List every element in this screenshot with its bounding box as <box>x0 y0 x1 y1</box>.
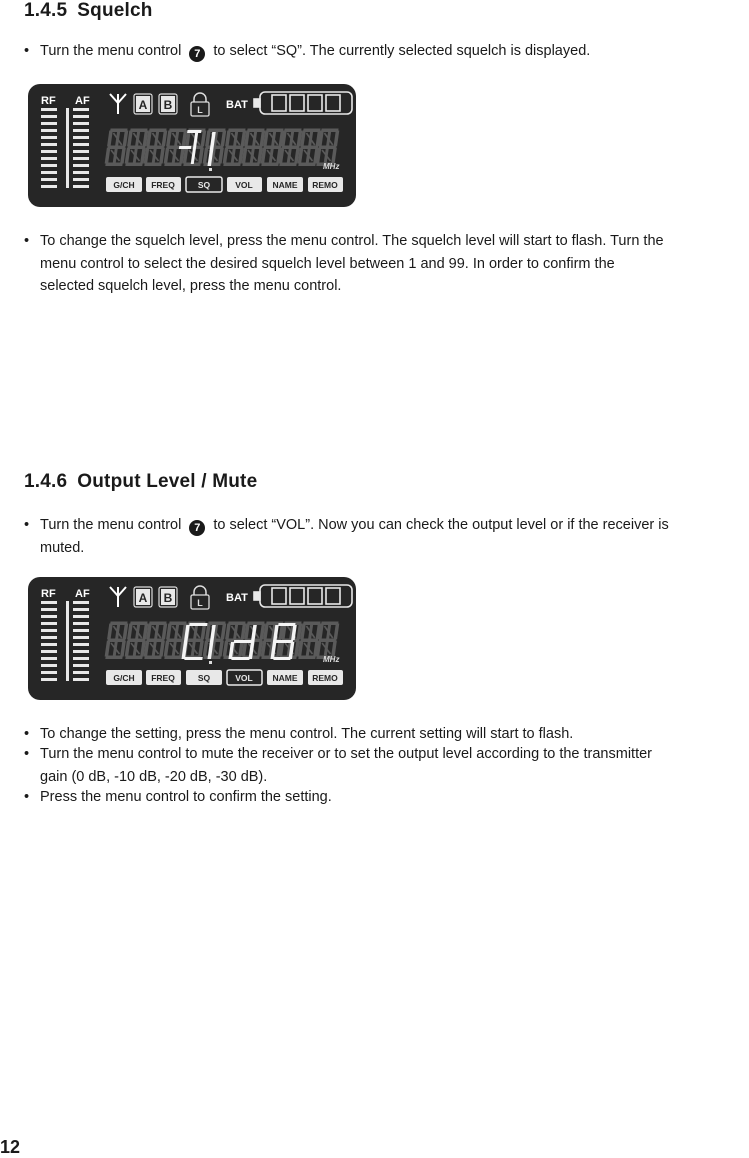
bullet-item: • Press the menu control to confirm the setting. <box>24 786 744 809</box>
section-title: Output Level / Mute <box>77 471 258 492</box>
menu-remo: REMO <box>312 673 338 683</box>
menu-vol-selected: VOL <box>235 673 253 683</box>
bullet-text: Turn the menu control <box>40 517 182 533</box>
page-number: 12 <box>0 1137 21 1157</box>
section-number: 1.4.5 <box>24 0 68 21</box>
menu-gch: G/CH <box>113 180 135 190</box>
lcd-display-squelch <box>28 84 356 207</box>
bullet-item: • Turn the menu control 7 to select “VOL”. Now you can check the output level or if the receiver is muted. <box>24 517 669 556</box>
lcd-display-output-level <box>28 577 356 700</box>
bullet-item: • To change the squelch level, press the menu control. The squelch level will start to flash. Turn the menu control to select the desired squelch level between 1 and 99. In order to confirm the selected squelch level, press the menu control. <box>24 233 664 294</box>
menu-sq-selected: SQ <box>197 180 211 190</box>
bullet-text: to select “VOL”. Now you can check the output level or if the receiver is <box>213 517 669 533</box>
menu-name: NAME <box>272 180 298 190</box>
bullet-item: • To change the setting, press the menu control. The current setting will start to flash. <box>24 723 744 746</box>
channel-a-label: A <box>138 591 148 605</box>
bullet-item: • Turn the menu control to mute the receiver or to set the output level according to the transmitter gain (0 dB, -10 dB, -20 dB, -30 dB). <box>24 746 652 785</box>
channel-a-label: A <box>138 98 148 112</box>
rf-label: RF <box>41 95 56 107</box>
control-7-icon: 7 <box>189 46 205 62</box>
bullet-text: To change the setting, press the menu control. The current setting will start to flash. <box>40 726 574 742</box>
bullet-text: to select “SQ”. The currently selected squelch is displayed. <box>213 43 591 59</box>
mhz-label: MHz <box>323 162 340 171</box>
channel-b-label: B <box>163 98 173 112</box>
bullet-item: • Turn the menu control 7 to select “SQ”. The currently selected squelch is displayed. <box>24 43 591 60</box>
menu-sq: SQ <box>197 673 211 683</box>
section-title: Squelch <box>77 0 153 21</box>
rf-label: RF <box>41 588 56 600</box>
bullet-text: Turn the menu control to mute the receiver or to set the output level according to the transmitter <box>40 746 652 762</box>
af-label: AF <box>75 95 90 107</box>
bullet-text: selected squelch level, press the menu control. <box>40 278 342 294</box>
af-label: AF <box>75 588 90 600</box>
menu-freq: FREQ <box>151 180 175 190</box>
section-heading-squelch <box>24 0 153 22</box>
svg-text:L: L <box>197 598 203 608</box>
menu-remo: REMO <box>312 180 338 190</box>
bullet-text: To change the squelch level, press the menu control. The squelch level will start to flash. Turn the <box>40 233 664 249</box>
bullet-text: gain (0 dB, -10 dB, -20 dB, -30 dB). <box>40 768 268 785</box>
menu-freq: FREQ <box>151 673 175 683</box>
bullet-text: Turn the menu control <box>40 43 182 59</box>
menu-gch: G/CH <box>113 673 135 683</box>
bullet-text: muted. <box>40 539 85 556</box>
bullet-text: Press the menu control to confirm the setting. <box>40 789 332 805</box>
bullet-text: menu control to select the desired squelch level between 1 and 99. In order to confirm the <box>40 255 615 272</box>
section-heading-output-level <box>24 471 257 493</box>
menu-vol: VOL <box>235 180 253 190</box>
section-number: 1.4.6 <box>24 471 68 492</box>
battery-label: BAT <box>226 592 248 604</box>
svg-text:L: L <box>197 105 203 115</box>
mhz-label: MHz <box>323 655 340 664</box>
battery-label: BAT <box>226 99 248 111</box>
channel-b-label: B <box>163 591 173 605</box>
menu-name: NAME <box>272 673 298 683</box>
control-7-icon: 7 <box>189 520 205 536</box>
